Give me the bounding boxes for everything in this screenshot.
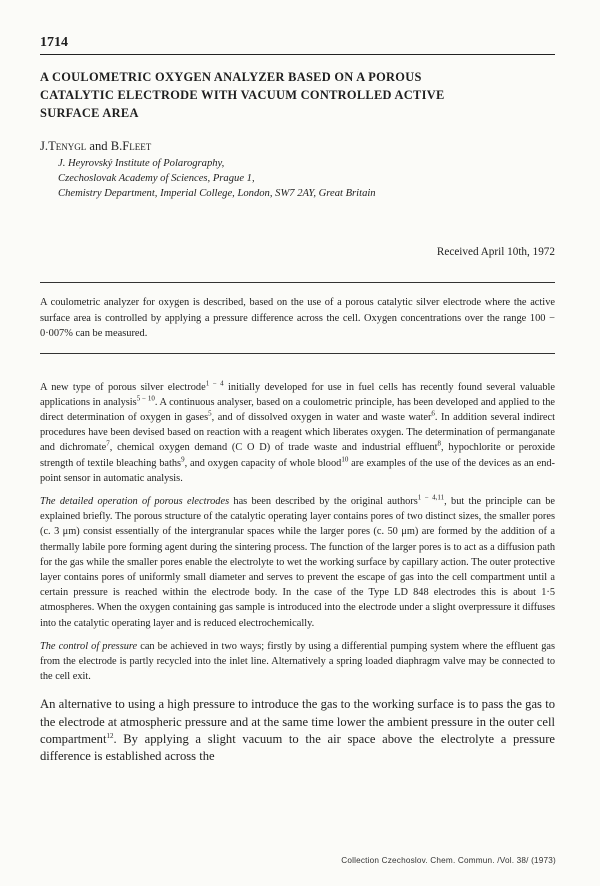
page [40, 34, 555, 773]
citation: 9 [181, 455, 185, 464]
citation: 10 [341, 455, 349, 464]
title-line: A COULOMETRIC OXYGEN ANALYZER BASED ON A POROUS [40, 70, 422, 84]
article-title [40, 68, 555, 122]
author-conjunction: and [86, 139, 111, 153]
paragraph-1: A new type of porous silver electrode$^{1 - 4}$ initially developed for use in fuel cells has recently found several valuable applications in analysis$^{5 - 10}$. A continuous analyser, based on a coulometric principle, has been developed and applied to the direct determination of oxygen in gases$^5$, and of dissolved oxygen in water and waste water$^6$. In addition several indirect procedures have been devised based on reaction with a reagent which liberates oxygen. The determination of permanganate and dichromate$^7$, chemical oxygen demand (C O D) of trade waste and industrial effluent$^8$, hypochlorite or peroxide strength of textile bleaching baths$^9$, and oxygen capacity of whole blood$^{10}$ are examples of the use of the devices as an end-point sensor in automatic analysis. [40, 379, 556, 484]
paragraph-4: An alternative to using a high pressure to introduce the gas to the working surface is to pass the gas to the electrode at atmospheric pressure and at the same time lower the ambient pressure in the outer cell compartment$^{12}$. By applying a slight vacuum to the air space above the electrolyte a pressure difference is established across the [40, 697, 555, 763]
citation: 1 − 4,11 [417, 493, 445, 502]
received-date: Received April 10th, 1972 [436, 246, 555, 258]
header-rule [40, 54, 555, 55]
citation: 6 [431, 409, 435, 418]
paragraph-3: The control of pressure can be achieved in two ways; firstly by using a differential pumping system where the effluent gas from the electrode is partly recycled into the inlet line. Alternatively a spring loaded diaphragm valve may be connected to the cell exit. [40, 640, 555, 683]
citation: 5 − 10 [136, 394, 155, 403]
title-line: SURFACE AREA [40, 106, 139, 120]
abstract-bottom-rule [40, 353, 555, 354]
abstract: A coulometric analyzer for oxygen is described, based on the use of a porous catalytic silver electrode where the active surface area is controlled by applying a pressure difference across the cell. Oxygen concentrations over the range 100 − 0·007% can be measured. [40, 297, 555, 339]
author-2-name: Fleet [122, 139, 152, 153]
journal-footer: Collection Czechoslov. Chem. Commun. /Vol. 38/ (1973) [341, 856, 556, 865]
affiliations [58, 156, 555, 201]
paragraph-lead: The detailed operation of porous electrodes [40, 495, 230, 507]
citation: 8 [437, 439, 442, 448]
affiliation-line: Chemistry Department, Imperial College, London, SW7 2AY, Great Britain [58, 188, 376, 199]
body-text [40, 380, 555, 766]
authors [40, 138, 555, 154]
paragraph-lead: The control of pressure [40, 640, 138, 652]
paragraph-2: The detailed operation of porous electrodes has been described by the original authors$^{1 - 4,11}$, but the principle can be explained briefly. The porous structure of the catalytic operating layer contains pores of two distinct sizes, the smaller pores (c. 3 μm) consist essentially of the intergranular spaces while the larger pores (c. 50 μm) are formed by the addition of a thermally labile pore forming agent during the sintering process. The function of the larger pores is to act as a diffusion path for the gas while the smaller pores enable the electrolyte to wet the working surface by capillary action. The outer protective layer contains pores of uniformly small diameter and serves to prevent the escape of gas into the cell compartment until a certain pressure is reached within the electrode body. In the case of the Type LD 848 electrodes this is about 1·5 atmospheres. When the oxygen containing gas sample is introduced into the electrode under a slight overpressure it diffuses into the catalytic operating layer and is reduced electrochemically. [40, 493, 555, 629]
citation: 1 − 4 [205, 379, 224, 388]
page-number: 1714 [40, 35, 68, 50]
author-2-initial: B. [110, 139, 123, 153]
author-1-initial: J. [40, 139, 49, 153]
affiliation-line: Czechoslovak Academy of Sciences, Prague 1, [58, 173, 255, 184]
citation: 5 [208, 409, 212, 418]
title-line: CATALYTIC ELECTRODE WITH VACUUM CONTROLLED ACTIVE [40, 88, 445, 102]
affiliation-line: J. Heyrovský Institute of Polarography, [58, 158, 225, 169]
abstract-top-rule [40, 282, 555, 283]
citation: 7 [106, 439, 110, 448]
author-1-name: Tenygl [48, 139, 87, 153]
citation: 12 [106, 731, 114, 740]
